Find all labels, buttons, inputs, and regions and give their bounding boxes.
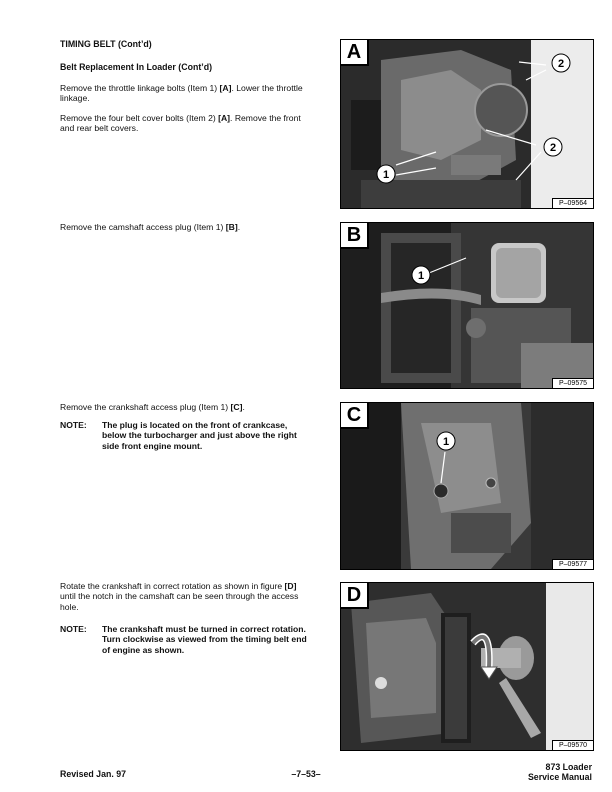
figure-a-photo — [341, 40, 593, 208]
callout-1: 1 — [417, 270, 425, 282]
photo-code: P–09575 — [552, 378, 593, 388]
note-c — [60, 420, 308, 454]
figure-letter: C — [341, 403, 369, 429]
callout-1: 1 — [442, 436, 450, 448]
photo-code: P–09564 — [552, 198, 593, 208]
figure-letter: B — [341, 223, 369, 249]
step-a1: Remove the throttle linkage bolts (Item 1) [A]. Lower the throttle linkage. — [60, 83, 303, 104]
figure-letter: D — [341, 583, 369, 609]
step-d1: Rotate the crankshaft in correct rotation as shown in figure [D] until the notch in the camshaft can be seen through the access hole. — [60, 581, 299, 612]
photo-code: P–09570 — [552, 740, 593, 750]
figure-c — [340, 402, 594, 570]
note-label: NOTE: — [60, 624, 87, 634]
figure-b-photo — [341, 223, 593, 388]
callout-1: 1 — [382, 169, 390, 181]
step-c1: Remove the crankshaft access plug (Item 1) [C]. — [60, 402, 245, 412]
step-a2: Remove the four belt cover bolts (Item 2) [A]. Remove the front and rear belt covers. — [60, 113, 301, 134]
figure-d-photo — [341, 583, 593, 750]
footer-model: 873 Loader — [545, 762, 592, 772]
photo-code: P–09577 — [552, 559, 593, 569]
callout-2-bottom: 2 — [549, 142, 557, 154]
section-title: TIMING BELT (Cont’d) — [60, 39, 152, 49]
footer-revision: Revised Jan. 97 — [60, 769, 127, 779]
figure-b — [340, 222, 594, 389]
subsection-title: Belt Replacement In Loader (Cont’d) — [60, 62, 213, 72]
figure-a — [340, 39, 594, 209]
footer-page-number: –7–53– — [291, 769, 321, 779]
footer-manual: Service Manual — [527, 772, 592, 782]
note-d-text: The crankshaft must be turned in correct rotation. Turn clockwise as viewed from the timing belt end of engine as shown. — [102, 624, 307, 655]
step-b1: Remove the camshaft access plug (Item 1) [B]. — [60, 222, 241, 232]
footer-manual-title — [528, 762, 592, 782]
note-label: NOTE: — [60, 420, 87, 430]
note-c-text: The plug is located on the front of crankcase, below the turbocharger and just above the right side front engine mount. — [102, 420, 297, 451]
figure-c-photo — [341, 403, 593, 569]
figure-letter: A — [341, 40, 369, 66]
figure-d — [340, 582, 594, 751]
callout-2-top: 2 — [557, 58, 565, 70]
note-d — [60, 624, 308, 658]
